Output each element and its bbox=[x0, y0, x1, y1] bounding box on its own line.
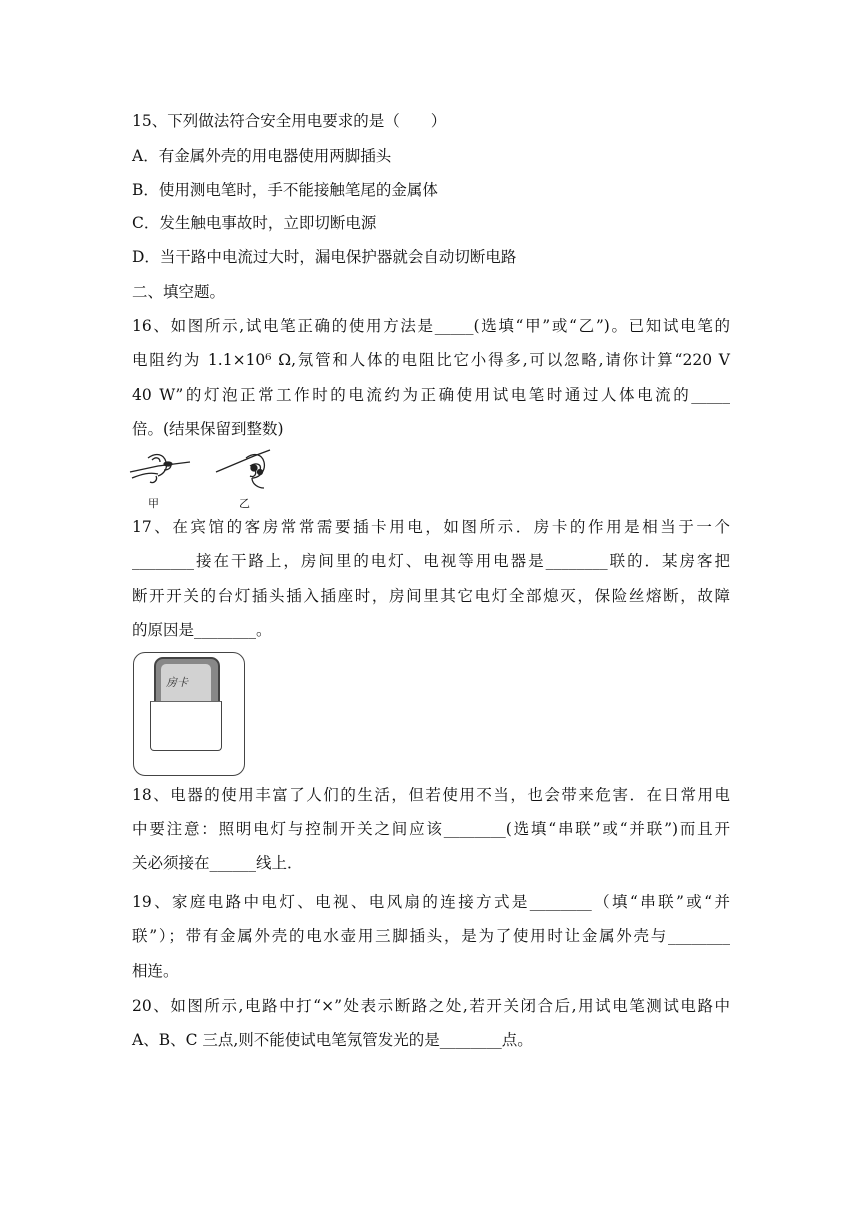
q15-option-b: B．使用测电笔时，手不能接触笔尾的金属体 bbox=[132, 181, 438, 199]
q19-line2: 联”）；带有金属外壳的电水壶用三脚插头，是为了使用时让金属外壳与________ bbox=[132, 927, 730, 945]
q18-line2: 中要注意：照明电灯与控制开关之间应该________(选填“串联”或“并联”)而且开 bbox=[132, 820, 730, 838]
q15-option-c: C．发生触电事故时，立即切断电源 bbox=[132, 214, 377, 232]
test-pen-hand-b-icon bbox=[216, 450, 270, 488]
figure-label-a: 甲 bbox=[148, 497, 159, 510]
test-pen-figure bbox=[128, 444, 288, 494]
q15-option-a: A．有金属外壳的用电器使用两脚插头 bbox=[132, 147, 392, 165]
figure-label-b: 乙 bbox=[239, 497, 250, 510]
room-card-label: 房卡 bbox=[166, 676, 188, 689]
q17-line1: 17、在宾馆的客房常常需要插卡用电，如图所示．房卡的作用是相当于一个 bbox=[132, 518, 730, 536]
q20-line1: 20、如图所示,电路中打“×”处表示断路之处,若开关闭合后,用试电笔测试电路中 bbox=[132, 997, 730, 1015]
test-pen-hand-a-icon bbox=[130, 455, 190, 483]
q16-line4: 倍。(结果保留到整数) bbox=[132, 420, 284, 438]
q15-stem: 15、下列做法符合安全用电要求的是（ ） bbox=[132, 112, 447, 130]
q18-line1: 18、电器的使用丰富了人们的生活，但若使用不当，也会带来危害．在日常用电 bbox=[132, 786, 730, 804]
room-card-figure bbox=[133, 652, 245, 776]
q20-line2: A、B、C 三点,则不能使试电笔氖管发光的是________点。 bbox=[132, 1031, 533, 1049]
section-heading: 二、填空题。 bbox=[132, 283, 226, 301]
q16-line2: 电阻约为 1.1×10⁶ Ω,氖管和人体的电阻比它小得多,可以忽略,请你计算“220 V bbox=[132, 351, 730, 369]
card-slot-pocket bbox=[150, 701, 222, 751]
q18-line3: 关必须接在______线上． bbox=[132, 854, 303, 872]
q16-line1: 16、如图所示,试电笔正确的使用方法是_____(选填“甲”或“乙”)。已知试电笔的 bbox=[132, 317, 730, 335]
q16-line3: 40 W”的灯泡正常工作时的电流约为正确使用试电笔时通过人体电流的_____ bbox=[132, 386, 730, 404]
q17-line2: ________接在干路上，房间里的电灯、电视等用电器是________联的．某房客把 bbox=[132, 552, 730, 570]
q19-line3: 相连。 bbox=[132, 962, 179, 980]
q17-line4: 的原因是________。 bbox=[132, 621, 272, 639]
q19-line1: 19、家庭电路中电灯、电视、电风扇的连接方式是________（填“串联”或“并 bbox=[132, 893, 730, 911]
q17-line3: 断开开关的台灯插头插入插座时，房间里其它电灯全部熄灭，保险丝熔断，故障 bbox=[132, 587, 730, 605]
q15-option-d: D．当干路中电流过大时，漏电保护器就会自动切断电路 bbox=[132, 248, 517, 266]
